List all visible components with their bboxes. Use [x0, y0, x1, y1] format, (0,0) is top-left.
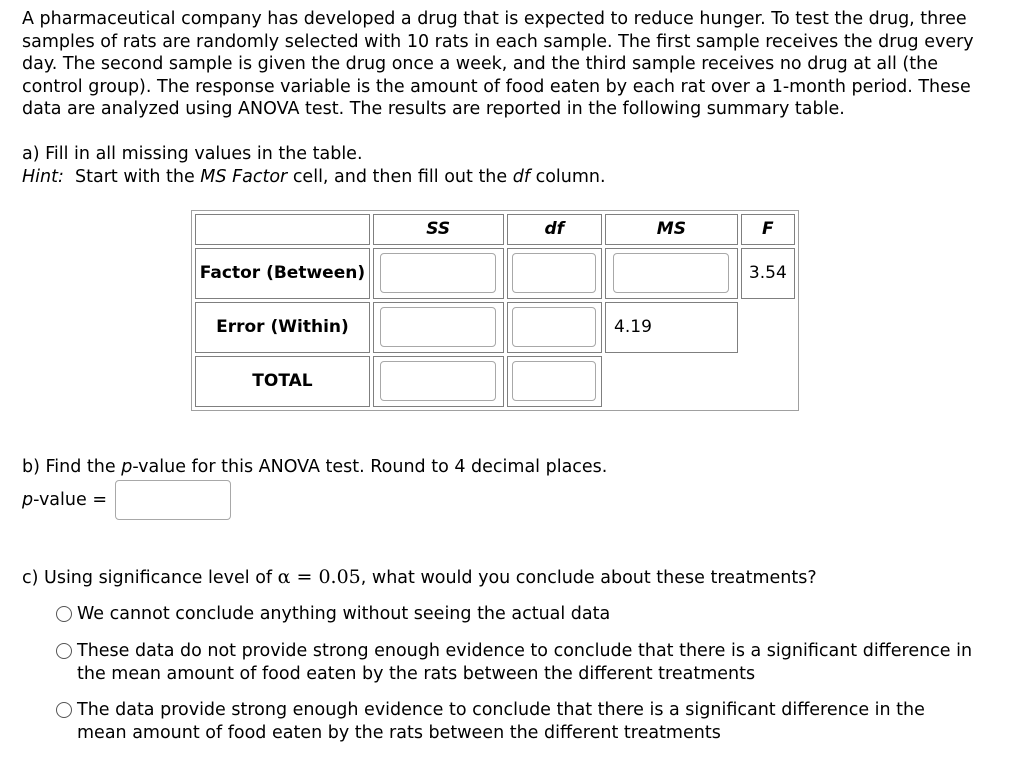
anova-summary-table	[191, 210, 799, 411]
part-a-instructions	[22, 143, 606, 188]
table-row-total	[195, 356, 795, 407]
part-c-question	[22, 566, 817, 590]
ss-total-input[interactable]	[380, 361, 496, 401]
ss-factor-input[interactable]	[380, 253, 496, 293]
part-b-question	[22, 456, 607, 479]
row-label-error: Error (Within)	[195, 302, 370, 353]
hint-label: Hint:	[22, 166, 64, 187]
radio-circle[interactable]	[56, 702, 72, 718]
option-text: We cannot conclude anything without seeing the actual data	[77, 604, 611, 624]
header-ss: SS	[373, 214, 504, 245]
p-value-input[interactable]	[115, 480, 231, 520]
part-a-line: a) Fill in all missing values in the table.	[22, 144, 363, 164]
part-c-text: c) Using significance level of	[22, 568, 278, 588]
part-b-text: b) Find the	[22, 457, 122, 477]
p-value-row	[22, 480, 231, 520]
ms-error-value: 4.19	[614, 317, 652, 338]
empty-cell	[741, 356, 795, 407]
p-italic: p	[121, 457, 133, 477]
hint-text: Start with the	[63, 166, 201, 187]
part-c-text-end: , what would you conclude about these treatments?	[360, 568, 817, 588]
header-blank	[195, 214, 370, 245]
hint-text-end: column.	[530, 166, 606, 187]
hint-line	[22, 166, 606, 189]
f-value: 3.54	[741, 248, 795, 299]
ms-factor-input[interactable]	[613, 253, 729, 293]
row-label-factor: Factor (Between)	[195, 248, 370, 299]
radio-option-1[interactable]	[56, 603, 976, 626]
empty-cell	[605, 356, 738, 407]
option-text: The data provide strong enough evidence to conclude that there is a significant difference in the mean amount of food eaten by the rats between the different treatments	[77, 700, 925, 743]
hint-text-mid: cell, and then fill out the	[287, 166, 513, 187]
option-text: These data do not provide strong enough evidence to conclude that there is a significant difference in the mean amount of food eaten by the rats between the different treatments	[77, 641, 973, 684]
table-row-factor	[195, 248, 795, 299]
table-row-error	[195, 302, 795, 353]
radio-option-3[interactable]	[56, 699, 976, 744]
ss-error-input[interactable]	[380, 307, 496, 347]
p-italic-label: p	[22, 489, 34, 510]
header-ms: MS	[605, 214, 738, 245]
empty-cell	[741, 302, 795, 353]
problem-statement: A pharmaceutical company has developed a drug that is expected to reduce hunger. To test the drug, three samples of rats are randomly selected with 10 rats in each sample. The first sample receives the drug every day. The second sample is given the drug once a week, and the third sample receives no drug at all (the control group). The response variable is the amount of food eaten by each rat over a 1-month period. These data are analyzed using ANOVA test. The results are reported in the following summary table.	[22, 9, 974, 119]
df-factor-input[interactable]	[512, 253, 596, 293]
df-total-input[interactable]	[512, 361, 596, 401]
row-label-total: TOTAL	[195, 356, 370, 407]
header-df: df	[507, 214, 602, 245]
p-value-label	[22, 489, 107, 512]
radio-circle[interactable]	[56, 606, 72, 622]
radio-circle[interactable]	[56, 643, 72, 659]
df-error-input[interactable]	[512, 307, 596, 347]
header-f: F	[741, 214, 795, 245]
hint-ms-factor: MS Factor	[200, 166, 288, 187]
radio-option-2[interactable]	[56, 640, 976, 685]
part-b-text-end: -value for this ANOVA test. Round to 4 decimal places.	[132, 457, 608, 477]
alpha-expression: α = 0.05	[277, 566, 361, 588]
p-value-label-text: -value =	[33, 489, 107, 510]
hint-df: df	[512, 166, 531, 187]
